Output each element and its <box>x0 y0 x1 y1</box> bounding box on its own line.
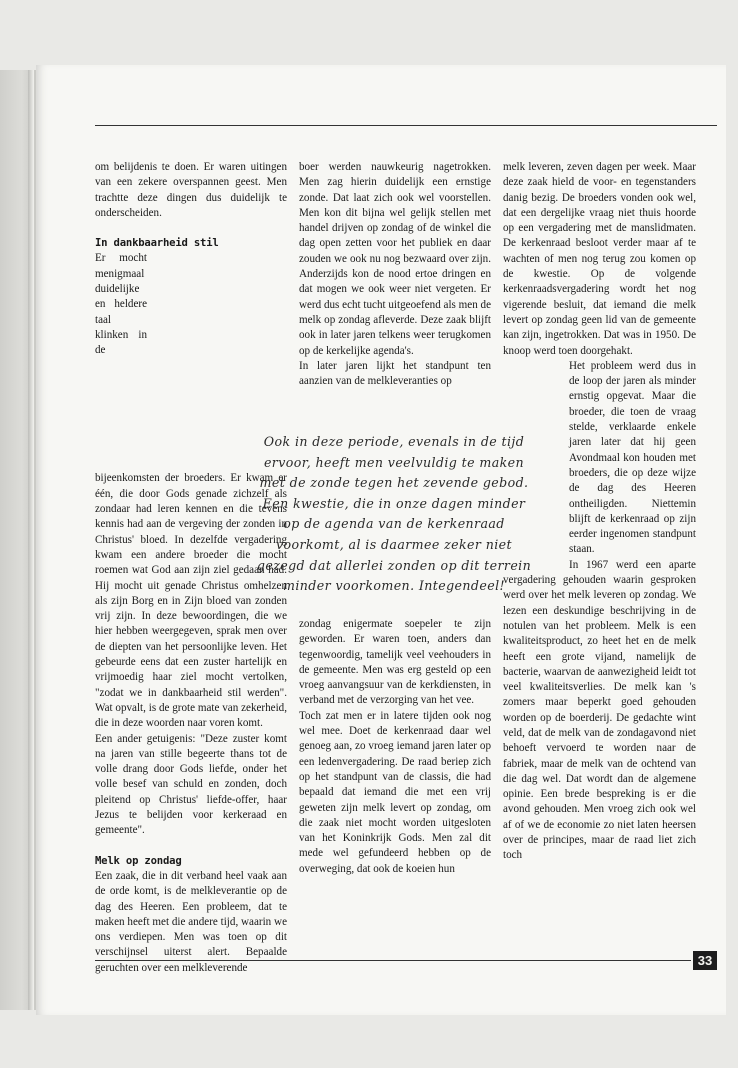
column3-upper: melk leveren, zeven dagen per week. Maar deze zaak hield de voor- en tegenstanders danig bezig. De broeders vonden ook wel, dat een dergelijke vraag niet thuis hoorde op een vergadering met de manslidmaten. De kerkenraad besloot verder maar af te wachten of men nog terug zou komen op de kwestie. Op de volgende kerkenraadsvergadering wordt het nog vigerende besluit, dat iemand die melk levert op zondag geen lid van de gemeente kan zijn, ingetrokken. Dat was in 1950. De knoop werd toen doorgehakt. <box>503 161 696 357</box>
column2-upper: boer werden nauwkeurig nagetrokken. Men zag hierin duidelijk een ernstige zonde. Dat laat zich ook wel voorstellen. Men kon dit bijna wel gelijk stellen met handel drijven op zondag of de winkel die dag open zetten voor het publiek en daar zouden we ook nu nog bezwaard over zijn. Anderzijds kon de nood ertoe dringen en dat mogen we ook weer niet vergeten. Er werd dus echt tucht uitgeoefend als men de melk op zondag afleverde. Deze zaak blijft ook in later jaren telkens weer terugkomen op de kerkelijke agenda's. <box>299 161 491 357</box>
column-2-lower <box>299 617 491 877</box>
column-2 <box>299 160 491 389</box>
column1-intro: om belijdenis te doen. Er waren uitingen van een zekere overspannen geest. Men trachtte deze dingen dus duidelijk te onderscheiden. <box>95 161 287 219</box>
page-edge <box>28 70 34 1010</box>
book-spine <box>0 70 36 1010</box>
heading-melk-op-zondag: Melk op zondag <box>95 854 182 867</box>
column1-para3: Een zaak, die in dit verband heel vaak aan de orde komt, is de melkleverantie op de dag des Heeren. Een probleem, dat te maken heeft met die andere tijd, waarin we ons verdiepen. Men was toen op dit verschijnsel uiterst alert. Bepaalde geruchten over een melkleverende <box>95 869 287 974</box>
column3-middle: Het probleem werd dus in de loop der jaren als minder ernstig opgevat. Maar die broeder, die toen de vraag stelde, verklaarde enkele jaren later dat hij geen Avondmaal kon houden met broeders, die op deze wijze de dag des Heeren ontheiligden. Niettemin blijft de kerkenraad op zijn eerder ingenomen standpunt staan. <box>569 359 696 556</box>
bottom-rule <box>95 960 691 961</box>
heading-in-dankbaarheid-stil: In dankbaarheid stil <box>95 237 219 250</box>
column3-middle2: In 1967 werd een aparte vergadering gehouden waarin gesproken werd over het melk leveren op zondag. We lezen een deskundige beschrijving in de notulen van het probleem. Melk is een kwaliteitsproduct, zo heet het en de melk heeft een grote vijand, namelijk de bacterie, waarvan de aanwezigheid leidt tot veel kwaliteitsverlies. De melk kan 's zomers maar beperkt goed gehouden worden op de boerderij. De gedachte wint veld, dat de melk van de zondagavond niet behoeft vervoerd te worden naar de fabriek, maar de melk van de ochtend van die dag wel. Dat wordt dan de algemene opinie. Een brede bespreking is er die avond gehouden. Men vroeg zich ook wel af of we de economie zo niet laten heersen over de principes, maar de raad liet zich toch <box>503 558 696 862</box>
column1-para1: Er mocht menigmaal duidelijke en heldere taal klinken in de bijeenkomsten der broeders. Er kwam er één, die door Gods genade zichzelf als zondaar had leren kennen en die tevens kennis had aan de vergeving der zonden in Christus' bloed. In dezelfde vergadering kwam een andere broeder die mocht roemen wat God aan zijn ziel gedaan had. Hij mocht uit genade Christus omhelzen als zijn Borg en in Zijn bloed van zonden vrij zijn. In deze bewoordingen, die we hier hebben weergegeven, sprak men over de diepten van het persoonlijke leven. Het gebeurde eens dat een zuster hartelijk en vrijmoedig haar ziel mocht vertolken, "zodat we in dankbaarheid stil werden". Wat opvalt, is de grote mate van zekerheid, die in deze woorden naar voren komt. <box>95 252 287 730</box>
top-rule <box>95 125 717 126</box>
column2-upper2: In later jaren lijkt het standpunt ten aanzien van de melkleveranties op <box>299 359 491 388</box>
column1-para2: Een ander getuigenis: "Deze zuster komt na jaren van stille begeerte thans tot de volle drang door Gods liefde, onder het volle besef van schuld en zonden, doch pleitend op Christus' liefde-offer, haar Jezus te belijden voor kerkeraad en gemeente". <box>95 732 287 837</box>
pull-quote: Ook in deze periode, evenals in de tijd ervoor, heeft men veelvuldig te maken met de zonde tegen het zevende gebod. Een kwestie, die in onze dagen minder op de agenda van de kerkenraad voorkomt, al is daarmee zeker niet gezegd dat allerlei zonden op dit terrein minder voorkomen. Integendeel! <box>256 434 532 594</box>
column2-lower2: Toch zat men er in latere tijden ook nog wel mee. Doet de kerkenraad daar wel genoeg aan, zo vroeg iemand jaren later op een ledenvergadering. De raad beriep zich op het standpunt van de classis, die had bepaald dat iemand die met een vrij geweten zijn melk levert op zondag, om die zaak niet mocht worden uitgesloten van het Koninkrijk Gods. Men zal dit mede wel gefundeerd hebben op de overweging, dat ook de koeien hun <box>299 709 491 875</box>
page-number: 33 <box>693 951 717 970</box>
column2-lower: zondag enigermate soepeler te zijn geworden. Er waren toen, anders dan tegenwoordig, tamelijk veel veehouders in de gemeente. Men was erg gesteld op een vroeg aanvangsuur van de kerkdiensten, in verband met de verzorging van het vee. <box>299 618 491 707</box>
